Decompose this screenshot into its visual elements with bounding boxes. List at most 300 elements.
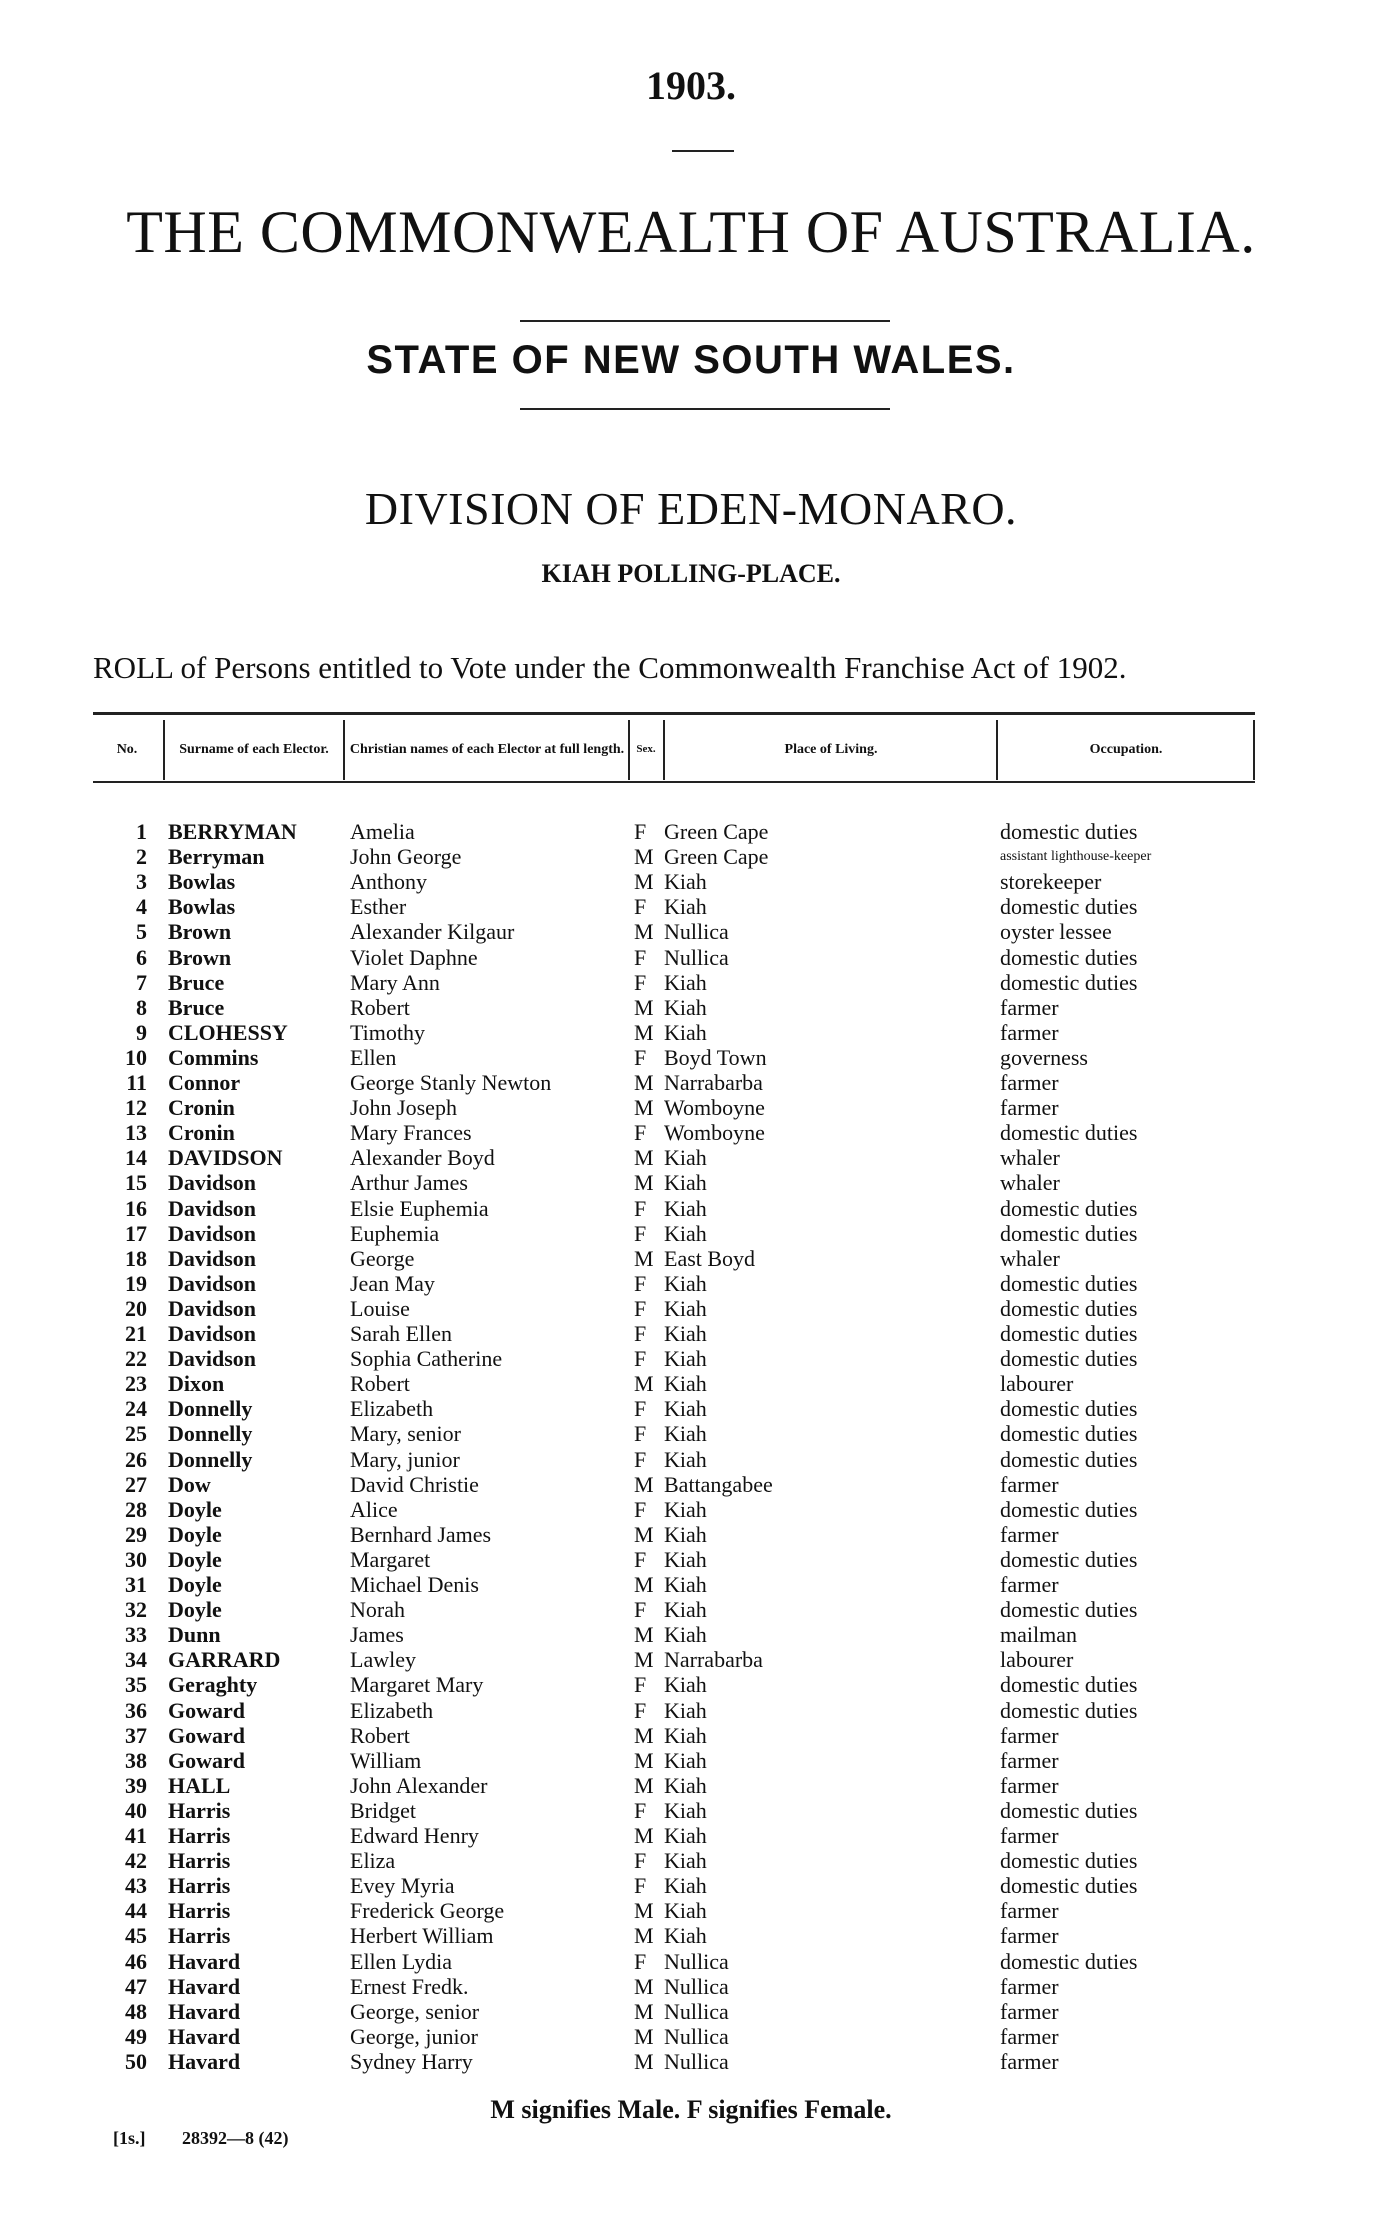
elector-sex: M (634, 1070, 654, 1095)
elector-sex: F (634, 1346, 647, 1372)
elector-christian-names: Ernest Fredk. (350, 1973, 469, 1999)
elector-surname: Donnelly (168, 1396, 253, 1422)
column-header-place: Place of Living. (784, 741, 878, 757)
elector-surname: Donnelly (168, 1421, 253, 1447)
elector-christian-names: Sydney Harry (350, 2048, 473, 2074)
elector-occupation: assistant lighthouse-keeper (1000, 849, 1152, 865)
elector-sex: F (634, 1697, 647, 1723)
column-separator (163, 720, 165, 780)
elector-christian-names: Timothy (350, 1019, 426, 1045)
elector-sex: M (634, 1145, 654, 1171)
column-separator (628, 720, 630, 780)
elector-place: Nullica (664, 919, 729, 945)
elector-sex: F (634, 1873, 647, 1899)
elector-place: Kiah (664, 1697, 707, 1723)
elector-surname: BERRYMAN (168, 819, 297, 844)
elector-occupation: farmer (1000, 1471, 1059, 1497)
elector-number: 45 (125, 1923, 147, 1949)
print-info (113, 2128, 321, 2149)
elector-sex: M (634, 1772, 654, 1798)
elector-surname: Goward (168, 1697, 245, 1723)
elector-place: Kiah (664, 1371, 707, 1397)
elector-occupation: domestic duties (1000, 1295, 1138, 1321)
elector-surname: Davidson (168, 1270, 257, 1296)
elector-place: Kiah (664, 1923, 707, 1949)
elector-christian-names: Robert (350, 994, 410, 1020)
elector-place: Kiah (664, 1220, 707, 1246)
elector-occupation: farmer (1000, 1747, 1059, 1773)
elector-place: Kiah (664, 1597, 707, 1623)
elector-sex: M (634, 869, 654, 895)
elector-sex: F (634, 1546, 647, 1572)
elector-sex: F (634, 969, 647, 995)
elector-sex: M (634, 1471, 654, 1497)
elector-number: 3 (136, 869, 147, 895)
elector-place: Kiah (664, 1722, 707, 1748)
elector-surname: Commins (168, 1044, 259, 1070)
elector-occupation: farmer (1000, 1095, 1059, 1121)
elector-surname: Harris (168, 1848, 231, 1874)
elector-number: 1 (136, 819, 147, 844)
elector-occupation: domestic duties (1000, 1270, 1138, 1296)
elector-place: Kiah (664, 1823, 707, 1848)
elector-occupation: domestic duties (1000, 944, 1138, 970)
print-code: 28392—8 (42) (182, 2128, 289, 2148)
elector-place: Kiah (664, 1898, 707, 1924)
elector-sex: M (634, 1622, 654, 1648)
elector-christian-names: William (350, 1747, 422, 1773)
elector-surname: Bruce (168, 994, 225, 1020)
elector-christian-names: Margaret (350, 1546, 431, 1572)
elector-christian-names: George, senior (350, 1998, 480, 2024)
table-header-top-rule (93, 712, 1255, 715)
elector-occupation: labourer (1000, 1647, 1074, 1673)
elector-number: 41 (125, 1823, 147, 1848)
elector-number: 34 (125, 1647, 147, 1673)
elector-place: Kiah (664, 1321, 707, 1346)
elector-occupation: farmer (1000, 1521, 1059, 1547)
table-header-bottom-rule (93, 781, 1255, 783)
elector-occupation: domestic duties (1000, 1220, 1138, 1246)
elector-number: 47 (125, 1973, 147, 1999)
elector-surname: Davidson (168, 1195, 257, 1221)
elector-sex: M (634, 1973, 654, 1999)
elector-place: Kiah (664, 1396, 707, 1422)
elector-surname: Davidson (168, 1346, 257, 1372)
elector-christian-names: Michael Denis (350, 1572, 479, 1597)
elector-place: Kiah (664, 869, 707, 895)
elector-occupation: farmer (1000, 1923, 1059, 1949)
elector-occupation: farmer (1000, 1998, 1059, 2024)
elector-number: 29 (125, 1521, 147, 1547)
elector-occupation: farmer (1000, 1973, 1059, 1999)
elector-surname: Doyle (168, 1496, 222, 1522)
elector-number: 4 (136, 894, 147, 920)
elector-place: Green Cape (664, 844, 769, 870)
elector-number: 23 (125, 1371, 147, 1397)
elector-occupation: domestic duties (1000, 1346, 1138, 1372)
elector-surname: Harris (168, 1823, 231, 1848)
elector-number: 6 (136, 944, 147, 970)
elector-occupation: labourer (1000, 1371, 1074, 1397)
elector-sex: F (634, 1496, 647, 1522)
elector-christian-names: John George (350, 844, 462, 870)
elector-place: Nullica (664, 944, 729, 970)
elector-number: 30 (125, 1546, 147, 1572)
elector-surname: DAVIDSON (168, 1145, 283, 1171)
elector-number: 40 (125, 1797, 147, 1823)
elector-number: 20 (125, 1295, 147, 1321)
elector-surname: Doyle (168, 1521, 222, 1547)
elector-place: Kiah (664, 894, 707, 920)
elector-christian-names: Elizabeth (350, 1697, 434, 1723)
elector-surname: Havard (168, 2023, 241, 2049)
elector-occupation: farmer (1000, 994, 1059, 1020)
elector-christian-names: Bernhard James (350, 1521, 492, 1547)
elector-christian-names: George (350, 1245, 415, 1271)
elector-sex: M (634, 1572, 654, 1597)
elector-place: Nullica (664, 2023, 729, 2049)
elector-christian-names: Lawley (350, 1647, 416, 1673)
elector-occupation: governess (1000, 1044, 1088, 1070)
elector-number: 38 (125, 1747, 147, 1773)
elector-christian-names: Mary, senior (350, 1421, 461, 1447)
elector-surname: Havard (168, 1998, 241, 2024)
elector-number: 12 (125, 1095, 147, 1121)
elector-number: 5 (136, 919, 147, 945)
elector-surname: Doyle (168, 1546, 222, 1572)
elector-surname: Harris (168, 1873, 231, 1899)
elector-christian-names: David Christie (350, 1471, 479, 1497)
elector-number: 7 (136, 969, 147, 995)
elector-place: Nullica (664, 1948, 729, 1974)
elector-occupation: oyster lessee (1000, 919, 1112, 945)
elector-surname: Davidson (168, 1220, 257, 1246)
elector-number: 25 (125, 1421, 147, 1447)
elector-number: 14 (125, 1145, 147, 1171)
elector-number: 2 (136, 844, 147, 870)
elector-sex: F (634, 1446, 647, 1472)
elector-surname: Dunn (168, 1622, 221, 1648)
elector-sex: M (634, 1170, 654, 1196)
elector-place: Womboyne (664, 1120, 765, 1146)
elector-sex: M (634, 1245, 654, 1271)
elector-place: Kiah (664, 1170, 707, 1196)
column-separator (343, 720, 345, 780)
roll-title: ROLL of Persons entitled to Vote under the Commonwealth Franchise Act of 1902. (93, 650, 1127, 685)
elector-sex: M (634, 994, 654, 1020)
elector-christian-names: James (350, 1622, 404, 1648)
elector-occupation: farmer (1000, 2048, 1059, 2074)
elector-number: 15 (125, 1170, 147, 1196)
elector-christian-names: Louise (350, 1295, 410, 1321)
elector-sex: M (634, 1823, 654, 1848)
elector-surname: GARRARD (168, 1647, 281, 1673)
elector-number: 31 (125, 1572, 147, 1597)
elector-number: 8 (136, 994, 147, 1020)
column-separator (1253, 720, 1255, 780)
elector-place: Womboyne (664, 1095, 765, 1121)
elector-surname: HALL (168, 1772, 231, 1798)
elector-christian-names: Robert (350, 1722, 410, 1748)
elector-number: 36 (125, 1697, 147, 1723)
elector-number: 26 (125, 1446, 147, 1472)
elector-number: 10 (125, 1044, 147, 1070)
elector-place: Kiah (664, 1848, 707, 1874)
elector-place: Kiah (664, 1797, 707, 1823)
elector-christian-names: Mary Ann (350, 969, 440, 995)
elector-surname: Dixon (168, 1371, 225, 1397)
elector-occupation: domestic duties (1000, 1848, 1138, 1874)
division-heading: DIVISION OF EDEN-MONARO. (364, 483, 1018, 534)
elector-occupation: domestic duties (1000, 1873, 1138, 1899)
elector-sex: F (634, 1321, 647, 1346)
elector-surname: Havard (168, 1973, 241, 1999)
elector-occupation: domestic duties (1000, 1672, 1138, 1698)
elector-occupation: storekeeper (1000, 869, 1102, 895)
elector-number: 17 (125, 1220, 147, 1246)
elector-surname: Geraghty (168, 1672, 258, 1698)
elector-number: 11 (126, 1070, 147, 1095)
elector-christian-names: Mary, junior (350, 1446, 460, 1472)
elector-christian-names: Jean May (350, 1270, 435, 1296)
elector-occupation: domestic duties (1000, 1697, 1138, 1723)
elector-sex: F (634, 1848, 647, 1874)
column-header-sex: Sex. (636, 742, 656, 755)
elector-christian-names: John Joseph (350, 1095, 457, 1121)
elector-sex: M (634, 1923, 654, 1949)
elector-occupation: farmer (1000, 1572, 1059, 1597)
elector-sex: F (634, 1270, 647, 1296)
elector-place: Green Cape (664, 819, 769, 844)
elector-number: 18 (125, 1245, 147, 1271)
elector-christian-names: Margaret Mary (350, 1672, 484, 1698)
elector-christian-names: Norah (350, 1597, 405, 1623)
column-header-no: No. (116, 741, 138, 757)
elector-surname: Cronin (168, 1120, 235, 1146)
elector-number: 16 (125, 1195, 147, 1221)
elector-surname: Donnelly (168, 1446, 253, 1472)
elector-occupation: whaler (1000, 1170, 1060, 1196)
elector-number: 42 (125, 1848, 147, 1874)
elector-occupation: domestic duties (1000, 819, 1138, 844)
elector-number: 28 (125, 1496, 147, 1522)
elector-surname: Davidson (168, 1295, 257, 1321)
elector-surname: Davidson (168, 1245, 257, 1271)
elector-occupation: whaler (1000, 1245, 1060, 1271)
elector-number: 32 (125, 1597, 147, 1623)
elector-occupation: farmer (1000, 1722, 1059, 1748)
elector-sex: F (634, 1672, 647, 1698)
elector-sex: M (634, 1747, 654, 1773)
elector-sex: F (634, 1220, 647, 1246)
elector-christian-names: Herbert William (350, 1923, 494, 1949)
elector-surname: Davidson (168, 1321, 257, 1346)
elector-sex: F (634, 1044, 647, 1070)
elector-number: 43 (125, 1873, 147, 1899)
elector-occupation: domestic duties (1000, 894, 1138, 920)
elector-place: Kiah (664, 1195, 707, 1221)
elector-surname: Brown (168, 919, 232, 945)
elector-sex: M (634, 844, 654, 870)
elector-surname: Goward (168, 1747, 245, 1773)
year-heading: 1903. (646, 63, 736, 108)
elector-christian-names: George, junior (350, 2023, 478, 2049)
elector-christian-names: Anthony (350, 869, 427, 895)
elector-occupation: domestic duties (1000, 1797, 1138, 1823)
elector-place: Kiah (664, 994, 707, 1020)
elector-christian-names: Evey Myria (350, 1873, 455, 1899)
elector-surname: Harris (168, 1797, 231, 1823)
elector-place: Battangabee (664, 1471, 773, 1497)
elector-sex: F (634, 819, 647, 844)
elector-place: Kiah (664, 1546, 707, 1572)
elector-place: East Boyd (664, 1245, 756, 1271)
elector-place: Kiah (664, 1572, 707, 1597)
elector-place: Narrabarba (664, 1647, 763, 1673)
elector-surname: Goward (168, 1722, 245, 1748)
column-header-surname: Surname of each Elector. (179, 741, 329, 757)
elector-place: Nullica (664, 2048, 729, 2074)
elector-christian-names: Sophia Catherine (350, 1346, 503, 1372)
elector-occupation: farmer (1000, 1070, 1059, 1095)
divider-state-bottom (520, 408, 890, 410)
elector-occupation: domestic duties (1000, 1597, 1138, 1623)
elector-occupation: mailman (1000, 1622, 1077, 1648)
elector-occupation: farmer (1000, 1019, 1059, 1045)
elector-occupation: farmer (1000, 2023, 1059, 2049)
elector-place: Narrabarba (664, 1070, 763, 1095)
elector-sex: M (634, 1998, 654, 2024)
elector-place: Kiah (664, 1346, 707, 1372)
sex-legend-note: M signifies Male. F signifies Female. (490, 2095, 892, 2124)
elector-surname: Doyle (168, 1597, 222, 1623)
elector-place: Kiah (664, 1421, 707, 1447)
elector-surname: Harris (168, 1923, 231, 1949)
elector-surname: Berryman (168, 844, 265, 870)
elector-place: Kiah (664, 1145, 707, 1171)
elector-surname: Harris (168, 1898, 231, 1924)
elector-christian-names: Mary Frances (350, 1120, 472, 1146)
elector-place: Kiah (664, 969, 707, 995)
elector-number: 22 (125, 1346, 147, 1372)
elector-place: Kiah (664, 1672, 707, 1698)
elector-number: 39 (125, 1772, 147, 1798)
elector-christian-names: Bridget (350, 1797, 416, 1823)
elector-number: 33 (125, 1622, 147, 1648)
elector-occupation: domestic duties (1000, 1321, 1138, 1346)
elector-sex: M (634, 2048, 654, 2074)
elector-number: 19 (125, 1270, 147, 1296)
elector-sex: F (634, 1948, 647, 1974)
elector-occupation: domestic duties (1000, 1496, 1138, 1522)
elector-surname: Doyle (168, 1572, 222, 1597)
state-heading: STATE OF NEW SOUTH WALES. (366, 338, 1016, 382)
elector-occupation: domestic duties (1000, 1948, 1138, 1974)
elector-sex: M (634, 1095, 654, 1121)
elector-sex: F (634, 1421, 647, 1447)
elector-surname: Davidson (168, 1170, 257, 1196)
elector-occupation: whaler (1000, 1145, 1060, 1171)
elector-christian-names: Edward Henry (350, 1823, 479, 1848)
elector-occupation: domestic duties (1000, 1546, 1138, 1572)
elector-surname: CLOHESSY (168, 1019, 288, 1045)
divider-short (672, 150, 734, 152)
elector-christian-names: Elizabeth (350, 1396, 434, 1422)
elector-surname: Bowlas (168, 869, 236, 895)
elector-surname: Havard (168, 1948, 241, 1974)
price-mark: [1s.] (113, 2128, 146, 2148)
elector-number: 9 (136, 1019, 147, 1045)
elector-occupation: domestic duties (1000, 1421, 1138, 1447)
elector-occupation: farmer (1000, 1772, 1059, 1798)
elector-surname: Bruce (168, 969, 225, 995)
elector-christian-names: Amelia (350, 819, 415, 844)
elector-sex: M (634, 919, 654, 945)
elector-surname: Dow (168, 1471, 211, 1497)
elector-place: Nullica (664, 1973, 729, 1999)
elector-surname: Havard (168, 2048, 241, 2074)
elector-surname: Cronin (168, 1095, 235, 1121)
elector-christian-names: Elsie Euphemia (350, 1195, 489, 1221)
elector-place: Nullica (664, 1998, 729, 2024)
elector-christian-names: Ellen (350, 1044, 397, 1070)
elector-christian-names: Ellen Lydia (350, 1948, 453, 1974)
elector-christian-names: Alexander Kilgaur (350, 919, 515, 945)
elector-sex: F (634, 1797, 647, 1823)
elector-place: Kiah (664, 1747, 707, 1773)
elector-number: 27 (125, 1471, 147, 1497)
elector-sex: F (634, 944, 647, 970)
elector-place: Kiah (664, 1019, 707, 1045)
elector-place: Kiah (664, 1873, 707, 1899)
elector-number: 24 (125, 1396, 147, 1422)
elector-occupation: farmer (1000, 1898, 1059, 1924)
elector-surname: Bowlas (168, 894, 236, 920)
elector-number: 44 (125, 1898, 147, 1924)
elector-christian-names: Frederick George (350, 1898, 505, 1924)
elector-christian-names: Alexander Boyd (350, 1145, 495, 1171)
elector-occupation: domestic duties (1000, 969, 1138, 995)
elector-number: 37 (125, 1722, 147, 1748)
elector-christian-names: Esther (350, 894, 407, 920)
elector-sex: M (634, 1019, 654, 1045)
column-header-christian-names: Christian names of each Elector at full length. (349, 741, 625, 757)
elector-christian-names: John Alexander (350, 1772, 488, 1798)
elector-sex: M (634, 1647, 654, 1673)
elector-place: Kiah (664, 1772, 707, 1798)
elector-number: 50 (125, 2048, 147, 2074)
elector-number: 21 (125, 1321, 147, 1346)
elector-number: 46 (125, 1948, 147, 1974)
elector-christian-names: George Stanly Newton (350, 1070, 552, 1095)
elector-number: 35 (125, 1672, 147, 1698)
elector-place: Boyd Town (664, 1044, 767, 1070)
elector-number: 49 (125, 2023, 147, 2049)
elector-surname: Connor (168, 1070, 241, 1095)
elector-number: 48 (125, 1998, 147, 2024)
elector-place: Kiah (664, 1295, 707, 1321)
elector-christian-names: Arthur James (350, 1170, 468, 1196)
elector-sex: M (634, 1722, 654, 1748)
elector-number: 13 (125, 1120, 147, 1146)
elector-occupation: domestic duties (1000, 1446, 1138, 1472)
elector-sex: M (634, 2023, 654, 2049)
elector-occupation: domestic duties (1000, 1396, 1138, 1422)
elector-occupation: domestic duties (1000, 1195, 1138, 1221)
elector-sex: F (634, 894, 647, 920)
elector-place: Kiah (664, 1270, 707, 1296)
